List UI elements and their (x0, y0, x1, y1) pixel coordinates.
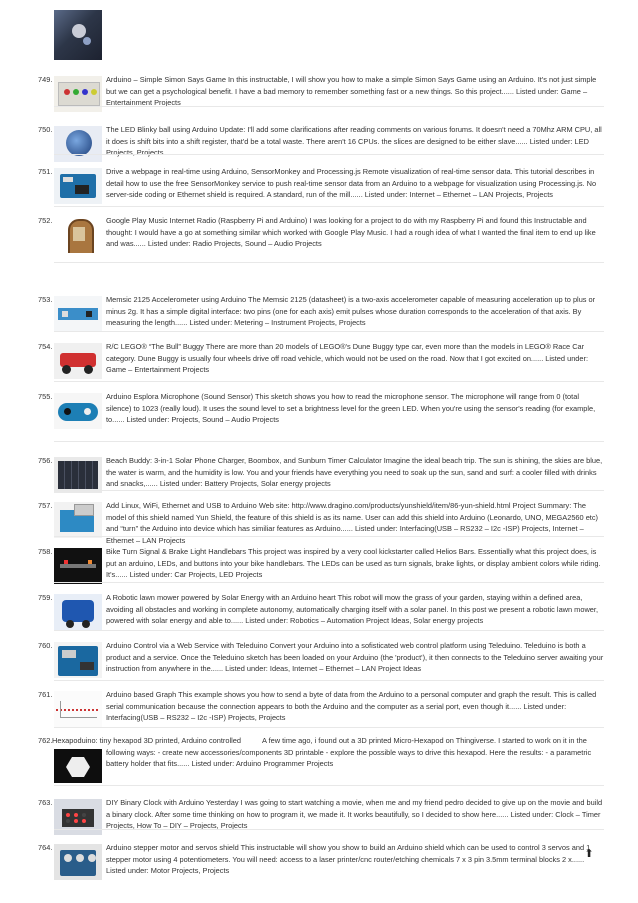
project-thumbnail[interactable] (54, 749, 102, 783)
item-number: 755. (38, 392, 53, 401)
project-thumbnail[interactable] (54, 502, 102, 538)
divider (54, 490, 604, 491)
item-description[interactable]: Beach Buddy: 3-in-1 Solar Phone Charger, Boombox, and Sunburn Timer Calculator Imagine the ideal beach trip. The sun is shining, the skies are blue, the water is warm, and the humidity is low. You and your friends have everything you need to soak up the sun, sand and surf: a cooler filled with drinks and snacks,...... Listed under: Battery Projects, Solar energy projects (106, 456, 603, 489)
divider (54, 106, 604, 107)
item-description[interactable]: Arduino Control via a Web Service with Teleduino Convert your Arduino into a sofisticated web control platform using Teleduino. Teleduino is both a product and a service. Once the Teleduino sketch has been loaded on your Arduino (the 'product'), it then connects to the Teleduino server awaiting your instruction from anywhere in the...... Listed under: Ideas, Internet – Ethernet – LAN Project Ideas (106, 641, 604, 674)
item-number: 754. (38, 342, 53, 351)
item-description[interactable]: R/C LEGO® “The Bull” Buggy There are more than 20 models of LEGO®'s Dune Buggy type car, even more than the models in LEGO® Race Car category. Dune Buggy is usually four wheels drive off road vehicle, which would not be used on the road. Now that I got excited on...... Listed under: Game – Entertainment Projects (106, 342, 589, 375)
item-number: 756. (38, 456, 53, 465)
project-thumbnail[interactable] (54, 691, 102, 727)
item-description[interactable]: Add Linux, WiFi, Ethernet and USB to Arduino Web site: http://www.dragino.com/products/yunshield/item/86-yun-shield.html Project Summary: The model of this shield named Yun Shield, the feature of this shield is as its name. User can add this shield into Arduino (Leonardo, UNO, MEGA2560 etc) and “turn” the Arduino into device which has similiar features as Arduino...... Listed under: Interfacing(USB – RS232 – I2c -ISP) Projects, Internet – Ethernet – LAN Projects (106, 501, 599, 545)
item-number: 749. (38, 75, 53, 84)
project-thumbnail[interactable] (54, 548, 102, 584)
divider (54, 331, 604, 332)
item-description[interactable]: Arduino stepper motor and servos shield This instructable will show you show to build an Arduino shield which can be used to control 3 servos and 1 stepper motor using 4 potentiometers. You will need: access to a laser printer/cnc router/etching chemicals 7 x 3 pin 3.5mm terminal blocks 2 x...... Listed under: Motor Projects, Projects (106, 843, 591, 876)
project-thumbnail[interactable] (54, 343, 102, 379)
top-project-thumbnail[interactable] (54, 10, 102, 60)
item-description[interactable]: Arduino – Simple Simon Says Game In this instructable, I will show you how to make a simple Simon Says Game using an Arduino. It's not just simple but we can get a psychological benefit. I have a bad memory to remember something fast or a new things. So this project...... Listed under: Game – Entertainment Projects (106, 75, 597, 108)
item-description[interactable]: DIY Binary Clock with Arduino Yesterday I was going to start watching a movie, when me and my friend pedro decided to give up on the movie and build a binary clock. After some time thinking on how to program it, we made it. It works beautifully, so I decided to show here...... Listed under: Clock – Timer Projects, How To – DIY – Projects, Projects (106, 798, 603, 831)
project-thumbnail[interactable] (54, 126, 102, 162)
item-number: 763. (38, 798, 53, 807)
project-thumbnail[interactable] (54, 393, 102, 429)
item-number: 760. (38, 641, 53, 650)
divider (54, 829, 604, 830)
project-thumbnail[interactable] (54, 844, 102, 880)
project-thumbnail[interactable] (54, 217, 102, 253)
item-description[interactable]: Bike Turn Signal & Brake Light Handlebars This project was inspired by a very cool kickstarter called Helios Bars. Essentially what this project does, is put an arduino, LEDs, and buttons into your bike handlebars. The LEDs can be used as turn signals, brake lights, or display ambient colors while riding. It's...... Listed under: Car Projects, LED Projects (106, 547, 601, 580)
item-number: 752. (38, 216, 53, 225)
divider (54, 154, 604, 155)
item-description[interactable]: Drive a webpage in real-time using Arduino, SensorMonkey and Processing.js Remote visualization of real-time sensor data. This tutorial describes in detail how to use the free SensorMonkey service to push real-time sensor data from an Arduino to a webpage for visualization using Processing.js. No server-side coding or Ethernet shield is required. A standard, run of the mill...... Listed under: Internet – Ethernet – LAN Projects, Projects (106, 167, 597, 200)
item-number: 758. (38, 547, 53, 556)
divider (54, 785, 604, 786)
item-number: 761. (38, 690, 53, 699)
item-description[interactable]: A few time ago, i found out a 3D printed Micro-Hexapod on Thingiverse. I started to work on it in the following ways: - create new accessories/components 3D printable - explore the possible ways to drive this hexapod. Here the results: - a parametric battery holder that fits...... Listed under: Arduino Programmer Projects (106, 736, 592, 769)
item-number: 762. (38, 736, 53, 745)
divider (54, 582, 604, 583)
item-number: 757. (38, 501, 53, 510)
divider (54, 680, 604, 681)
scroll-to-top-icon[interactable]: ⬆ (584, 848, 594, 860)
item-number: 751. (38, 167, 53, 176)
divider (54, 727, 604, 728)
project-thumbnail[interactable] (54, 594, 102, 630)
project-thumbnail[interactable] (54, 168, 102, 204)
item-number: 764. (38, 843, 53, 852)
item-description[interactable]: The LED Blinky ball using Arduino Update: I'll add some clarifications after reading comments on various forums. It doesn't need a 70Mhz ARM CPU, all it does is shift bits into a shift register, that'd be a total waste. There aren't 16 CPUs. the slices are designed to be either slave...... Listed under: LED Projects, Projects (106, 125, 602, 158)
item-description[interactable]: A Robotic lawn mower powered by Solar Energy with an Arduino heart This robot will mow the grass of your garden, staying within a defined area, avoiding all obstacles and working in complete autonomy, automatically charging itself with a solar panel. In this post we present a robotic lawn mower, powered with solar energy and able to...... Listed under: Robotics – Automation Project Ideas, Solar energy projects (106, 593, 599, 626)
item-lead-text[interactable]: Hexapoduino: tiny hexapod 3D printed, Arduino controlled (52, 736, 241, 745)
divider (54, 630, 604, 631)
divider (54, 262, 604, 263)
divider (54, 441, 604, 442)
divider (54, 536, 604, 537)
item-number: 750. (38, 125, 53, 134)
item-description[interactable]: Arduino based Graph This example shows you how to send a byte of data from the Arduino to a personal computer and graph the result. This is called serial communication because the connection appears to both the Arduino and the computer as a serial port, even though it...... Listed under: Interfacing(USB – RS232 – I2c -ISP) Projects, Projects (106, 690, 597, 723)
project-thumbnail[interactable] (54, 296, 102, 332)
divider (54, 381, 604, 382)
item-description[interactable]: Arduino Esplora Microphone (Sound Sensor) This sketch shows you how to read the microphone sensor. The microphone will range from 0 (total silence) to 1023 (really loud). It uses the sound level to set a brightness level for the green LED. When you're using the sensor's reading (for example, to...... Listed under: Projects, Sound – Audio Projects (106, 392, 596, 425)
item-number: 753. (38, 295, 53, 304)
project-thumbnail[interactable] (54, 457, 102, 493)
project-thumbnail[interactable] (54, 642, 102, 678)
item-number: 759. (38, 593, 53, 602)
item-description[interactable]: Memsic 2125 Accelerometer using Arduino The Memsic 2125 (datasheet) is a two-axis accelerometer capable of measuring acceleration up to plus or minus 2g. It has a simple digital interface: two pins (one for each axis) emit pulses whose duration corresponds to the acceleration of that axis. By measuring the length...... Listed under: Metering – Instrument Projects, Projects (106, 295, 596, 328)
item-description[interactable]: Google Play Music Internet Radio (Raspberry Pi and Arduino) I was looking for a project to do with my Raspberry Pi and found this Instructable and thought: I would have a go at something similar which worked with Google Play Music. I had a rough idea of what I wanted the final item to end up like and was...... Listed under: Radio Projects, Sound – Audio Projects (106, 216, 596, 249)
divider (54, 206, 604, 207)
